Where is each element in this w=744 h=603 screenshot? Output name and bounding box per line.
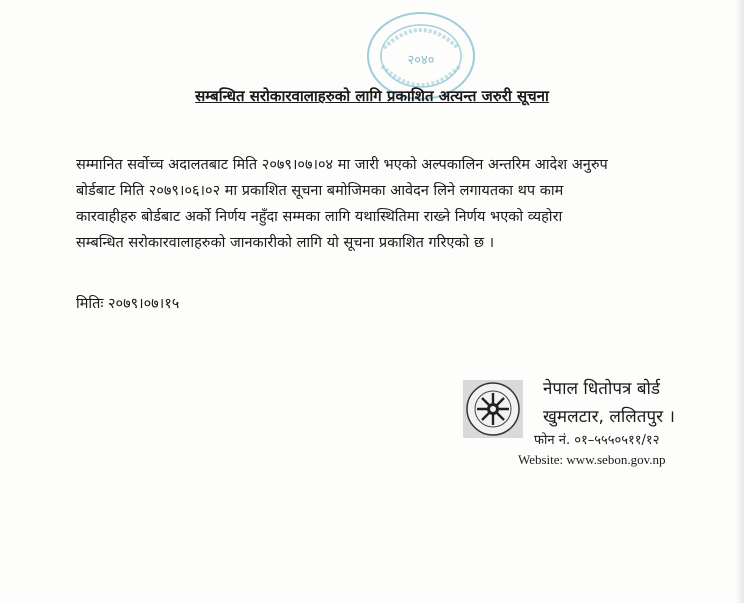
org-phone: फोन नं. ०१–५५५०५११/१२	[534, 433, 660, 448]
org-address: खुमलटार, ललितपुर ।	[543, 407, 675, 427]
notice-body	[76, 152, 696, 256]
org-website: Website: www.sebon.gov.np	[518, 452, 666, 467]
notice-body-line: कारवाहीहरु बोर्डबाट अर्को निर्णय नहुँदा सम्मका लागि यथास्थितिमा राख्ने निर्णय भएको व्यहोरा	[76, 209, 563, 225]
notice-body-line: सम्बन्धित सरोकारवालाहरुको जानकारीको लागि यो सूचना प्रकाशित गरिएको छ ।	[76, 235, 495, 251]
stamp-year-text: २०४०	[407, 53, 435, 68]
sebon-logo	[463, 380, 523, 438]
notice-date: मितिः २०७९।०७।१५	[76, 296, 180, 312]
notice-title: सम्बन्धित सरोकारवालाहरुको लागि प्रकाशित अत्यन्त जरुरी सूचना	[195, 87, 549, 105]
notice-body-line: सम्मानित सर्वोच्च अदालतबाट मिति २०७९।०७।०४ मा जारी भएको अल्पकालिन अन्तरिम आदेश अनुरुप	[76, 157, 608, 173]
org-name: नेपाल धितोपत्र बोर्ड	[543, 379, 661, 399]
notice-body-line: बोर्डबाट मिति २०७९।०६।०२ मा प्रकाशित सूचना बमोजिमका आवेदन लिने लगायतका थप काम	[76, 183, 564, 199]
